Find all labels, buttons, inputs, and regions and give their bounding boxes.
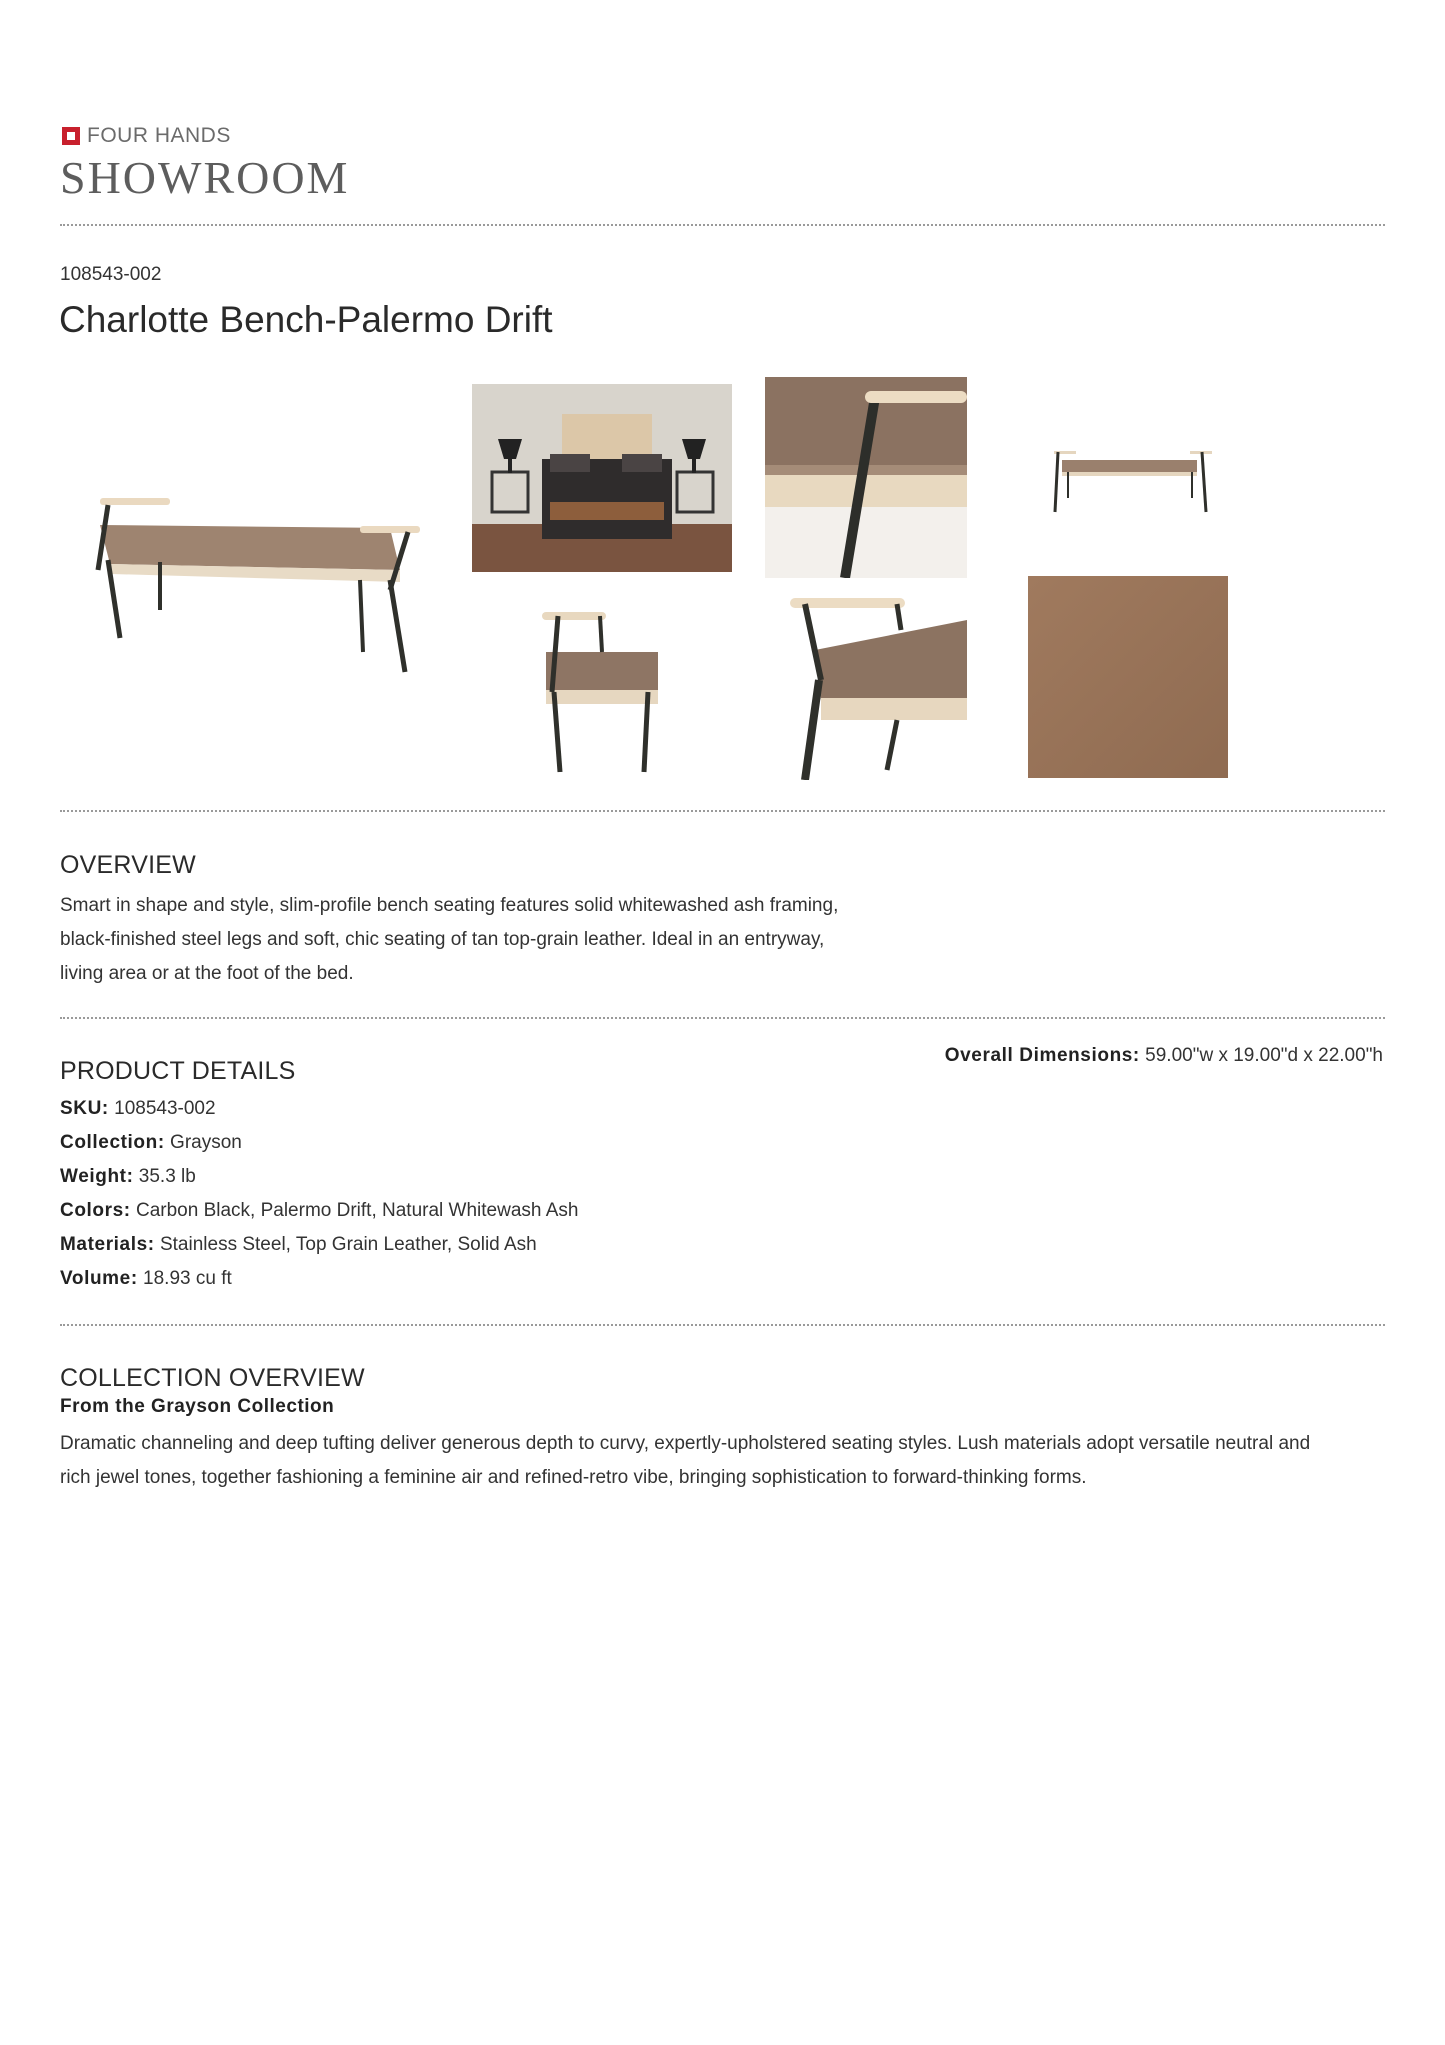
overview-line: living area or at the foot of the bed. bbox=[60, 963, 354, 984]
collection-text bbox=[60, 1427, 1390, 1495]
brand-name-small: FOUR HANDS bbox=[87, 124, 231, 147]
detail-label: Collection: bbox=[60, 1132, 165, 1153]
detail-row-weight bbox=[60, 1166, 196, 1188]
detail-label: Colors: bbox=[60, 1200, 131, 1221]
detail-row-volume bbox=[60, 1268, 232, 1290]
brand-name-large: SHOWROOM bbox=[60, 152, 350, 203]
bench-side-view-image[interactable] bbox=[502, 582, 702, 780]
detail-value: Carbon Black, Palermo Drift, Natural Whitewash Ash bbox=[135, 1200, 579, 1221]
overview-text bbox=[60, 889, 960, 991]
detail-value: 108543-002 bbox=[114, 1098, 216, 1119]
detail-value: 35.3 lb bbox=[138, 1166, 196, 1187]
divider bbox=[60, 810, 1385, 812]
detail-row-collection bbox=[60, 1132, 242, 1154]
bench-small-view-image[interactable] bbox=[1040, 420, 1220, 520]
product-details-heading: PRODUCT DETAILS bbox=[60, 1057, 296, 1085]
divider bbox=[60, 1324, 1385, 1326]
detail-label: Volume: bbox=[60, 1268, 138, 1289]
detail-label: Weight: bbox=[60, 1166, 134, 1187]
collection-subheading: From the Grayson Collection bbox=[60, 1396, 335, 1417]
detail-value: 18.93 cu ft bbox=[143, 1268, 232, 1289]
brand-logo-icon bbox=[62, 127, 80, 145]
detail-label: SKU: bbox=[60, 1098, 109, 1119]
dimensions-value: 59.00"w x 19.00"d x 22.00"h bbox=[1145, 1045, 1383, 1066]
collection-line: Dramatic channeling and deep tufting deliver generous depth to curvy, expertly-upholstered seating styles. Lush materials adopt versatile neutral and bbox=[60, 1433, 1311, 1454]
collection-line: rich jewel tones, together fashioning a feminine air and refined-retro vibe, bringing sophistication to forward-thinking forms. bbox=[60, 1467, 1087, 1488]
overview-line: black-finished steel legs and soft, chic seating of tan top-grain leather. Ideal in an entryway, bbox=[60, 929, 825, 950]
product-sku: 108543-002 bbox=[60, 264, 162, 285]
detail-row-colors bbox=[60, 1200, 578, 1222]
detail-label: Materials: bbox=[60, 1234, 155, 1255]
seat-corner-detail-image[interactable] bbox=[765, 377, 967, 578]
bedroom-scene-image[interactable] bbox=[472, 384, 732, 572]
product-title: Charlotte Bench-Palermo Drift bbox=[59, 299, 553, 340]
detail-value: Stainless Steel, Top Grain Leather, Solid Ash bbox=[159, 1234, 537, 1255]
dimensions-label: Overall Dimensions: bbox=[944, 1045, 1140, 1066]
overview-heading: OVERVIEW bbox=[60, 851, 196, 879]
detail-value: Grayson bbox=[170, 1132, 242, 1153]
collection-overview-heading: COLLECTION OVERVIEW bbox=[60, 1364, 365, 1392]
leather-swatch-image[interactable] bbox=[1028, 576, 1228, 778]
armrest-detail-image[interactable] bbox=[765, 590, 967, 780]
detail-row-materials bbox=[60, 1234, 537, 1256]
divider bbox=[60, 1017, 1385, 1019]
detail-row-sku bbox=[60, 1098, 216, 1120]
overall-dimensions bbox=[945, 1045, 1383, 1067]
bench-front-view-image[interactable] bbox=[60, 460, 460, 690]
overview-line: Smart in shape and style, slim-profile bench seating features solid whitewashed ash framing, bbox=[60, 895, 839, 916]
divider bbox=[60, 224, 1385, 226]
